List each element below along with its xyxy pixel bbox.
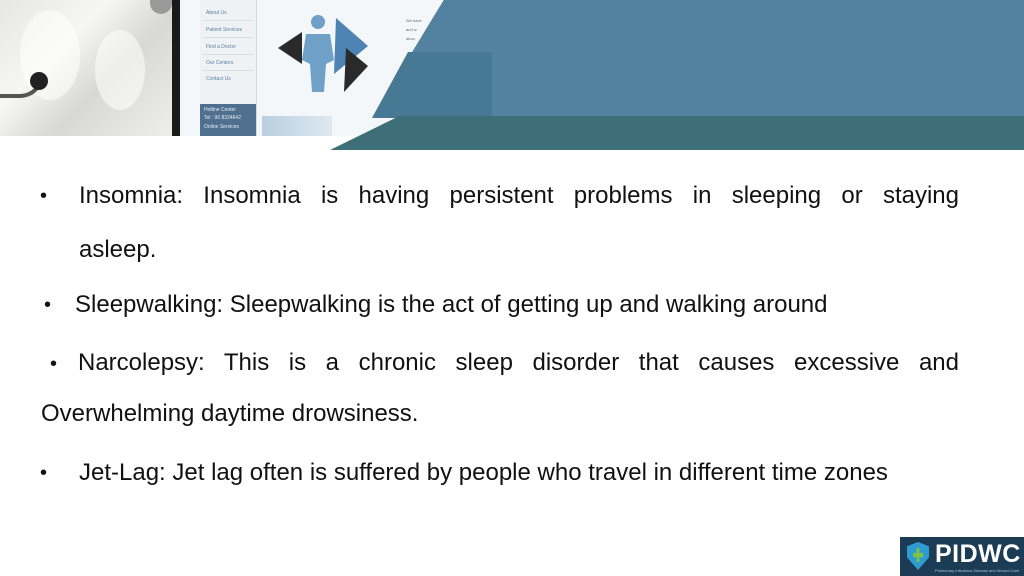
hotline-number: Tel : 90 8324642 bbox=[204, 115, 241, 121]
screen-nav-item: Our Centers bbox=[206, 60, 234, 66]
online-services: Online Services bbox=[204, 124, 240, 130]
bullet-marker: • bbox=[50, 353, 58, 375]
screen-nav-item: Patient Services bbox=[206, 27, 243, 33]
hotline-title: Hotline Center bbox=[204, 107, 236, 113]
bullet-marker: • bbox=[40, 185, 48, 207]
screen-snippet: We have and w abou bbox=[406, 18, 422, 41]
bullet-narcolepsy-line2: Overwhelming daytime drowsiness. bbox=[41, 400, 419, 427]
bullet-insomnia-line2: asleep. bbox=[79, 236, 157, 263]
screen-nav-item: About Us bbox=[206, 10, 227, 16]
bullet-jetlag: Jet-Lag: Jet lag often is suffered by people who travel in different time zones bbox=[79, 459, 888, 486]
logo-tagline: Pulmonary Infectious Disease and Wound Care bbox=[935, 568, 1020, 573]
bullet-sleepwalking: Sleepwalking: Sleepwalking is the act of getting up and walking around bbox=[75, 291, 828, 318]
bullet-narcolepsy-line1: Narcolepsy: This is a chronic sleep disorder that causes excessive and bbox=[78, 349, 959, 376]
logo-text: PIDWC bbox=[935, 540, 1021, 568]
bullet-insomnia-line1: Insomnia: Insomnia is having persistent problems in sleeping or staying bbox=[79, 182, 959, 209]
screen-nav-item: Find a Doctor bbox=[206, 44, 237, 50]
bullet-marker: • bbox=[44, 294, 52, 316]
bullet-marker: • bbox=[40, 462, 48, 484]
screen-nav-item: Contact Us bbox=[206, 76, 231, 82]
pidwc-logo bbox=[900, 537, 1024, 576]
